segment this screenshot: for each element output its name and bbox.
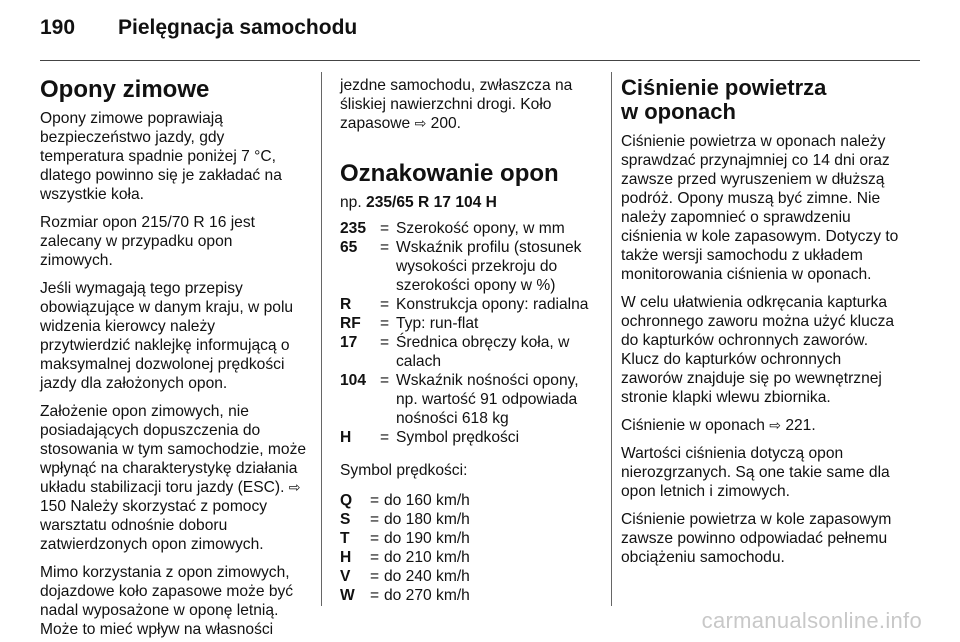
speed-symbol-heading: Symbol prędkości:	[340, 462, 468, 479]
section-title: Pielęgnacja samochodu	[118, 16, 358, 39]
column-tire-marking	[340, 76, 602, 605]
column-winter-tires	[40, 76, 308, 639]
watermark: carmanualsonline.info	[701, 608, 922, 633]
speed-row: W = do 270 km/h	[340, 587, 470, 604]
definition-row: 235 = Szerokość opony, w mm	[340, 220, 565, 237]
header-divider	[40, 60, 920, 61]
page-reference-link[interactable]: 150	[40, 498, 67, 515]
heading-tire-marking: Oznakowanie opon	[340, 160, 559, 187]
paragraph: Wartości ciśnienia dotyczą opon nierozgrzanych. Są one takie same dla opon letnich i zimowych.	[621, 445, 890, 500]
arrow-right-outline-icon: ⇨	[769, 417, 781, 433]
speed-row: Q = do 160 km/h	[340, 492, 470, 509]
speed-row: T = do 190 km/h	[340, 530, 470, 547]
column-tire-pressure	[621, 76, 903, 567]
paragraph: W celu ułatwienia odkręcania kapturka ochronnego zaworu można użyć klucza do kapturków ochronnych zaworów. Klucz do kapturków ochronnych zaworów znajduje się po wewnętrznej stronie klapki wlewu zbiornika.	[621, 294, 895, 406]
column-divider	[321, 72, 322, 606]
speed-row: V = do 240 km/h	[340, 568, 470, 585]
heading-tire-pressure: Ciśnienie powietrza w oponach	[621, 75, 827, 124]
paragraph: jezdne samochodu, zwłaszcza na śliskiej nawierzchni drogi. Koło zapasowe ⇨ 200.	[340, 77, 573, 132]
speed-symbol-list	[340, 491, 602, 605]
definition-row: 104 = Wskaźnik nośności opony, np. wartość 91 odpowiada nośności 618 kg	[340, 372, 579, 427]
page-header	[40, 16, 357, 46]
speed-row: S = do 180 km/h	[340, 511, 470, 528]
paragraph: Założenie opon zimowych, nie posiadających dopuszczenia do stosowania w tym samochodzie, może wpłynąć na charakterystykę działania układu stabilizacji toru jazdy (ESC). ⇨ 150 Należy skorzystać z pomocy warsztatu odnośnie doboru zatwierdzonych opon zimowych.	[40, 403, 307, 553]
paragraph: Ciśnienie powietrza w oponach należy sprawdzać przynajmniej co 14 dni oraz zawsze przed wyruszeniem w dłuższą podróż. Opony muszą być zimne. Nie należy zapomnieć o sprawdzeniu ciśnienia w kole zapasowym. Dotyczy to także wersji samochodu z układem monitorowania ciśnienia w oponach.	[621, 133, 899, 283]
paragraph: Ciśnienie powietrza w kole zapasowym zawsze powinno odpowiadać pełnemu obciążeniu samochodu.	[621, 511, 892, 566]
page-reference-link[interactable]: 221.	[785, 417, 816, 434]
paragraph: Rozmiar opon 215/70 R 16 jest zalecany w przypadku opon zimowych.	[40, 214, 255, 269]
page-reference-link[interactable]: 200.	[430, 115, 461, 132]
definition-list	[340, 219, 602, 447]
paragraph: Jeśli wymagają tego przepisy obowiązujące w danym kraju, w polu widzenia kierowcy należy przytwierdzić naklejkę informującą o maksymalnej dozwolonej prędkości jazdy dla założonych opon.	[40, 280, 294, 392]
column-divider	[611, 72, 612, 606]
definition-row: R = Konstrukcja opony: radialna	[340, 296, 589, 313]
definition-row: H = Symbol prędkości	[340, 429, 520, 446]
definition-row: 17 = Średnica obręczy koła, w calach	[340, 334, 570, 370]
heading-winter-tires: Opony zimowe	[40, 76, 210, 103]
paragraph: Mimo korzystania z opon zimowych, dojazdowe koło zapasowe może być nadal wyposażone w oponę letnią. Może to mieć wpływ na własności	[40, 564, 294, 638]
page-number: 190	[40, 16, 76, 39]
arrow-right-outline-icon: ⇨	[414, 115, 427, 131]
definition-row: RF = Typ: run-flat	[340, 315, 479, 332]
tire-code-example: np. 235/65 R 17 104 H	[340, 194, 497, 211]
paragraph: Ciśnienie w oponach ⇨ 221.	[621, 417, 816, 434]
paragraph: Opony zimowe poprawiają bezpieczeństwo jazdy, gdy temperatura spadnie poniżej 7 °C, dlatego powinno się je zakładać na wszystkie koła.	[40, 110, 282, 203]
arrow-right-outline-icon: ⇨	[288, 479, 301, 495]
definition-row: 65 = Wskaźnik profilu (stosunek wysokości przekroju do szerokości opony w %)	[340, 239, 582, 294]
speed-row: H = do 210 km/h	[340, 549, 470, 566]
